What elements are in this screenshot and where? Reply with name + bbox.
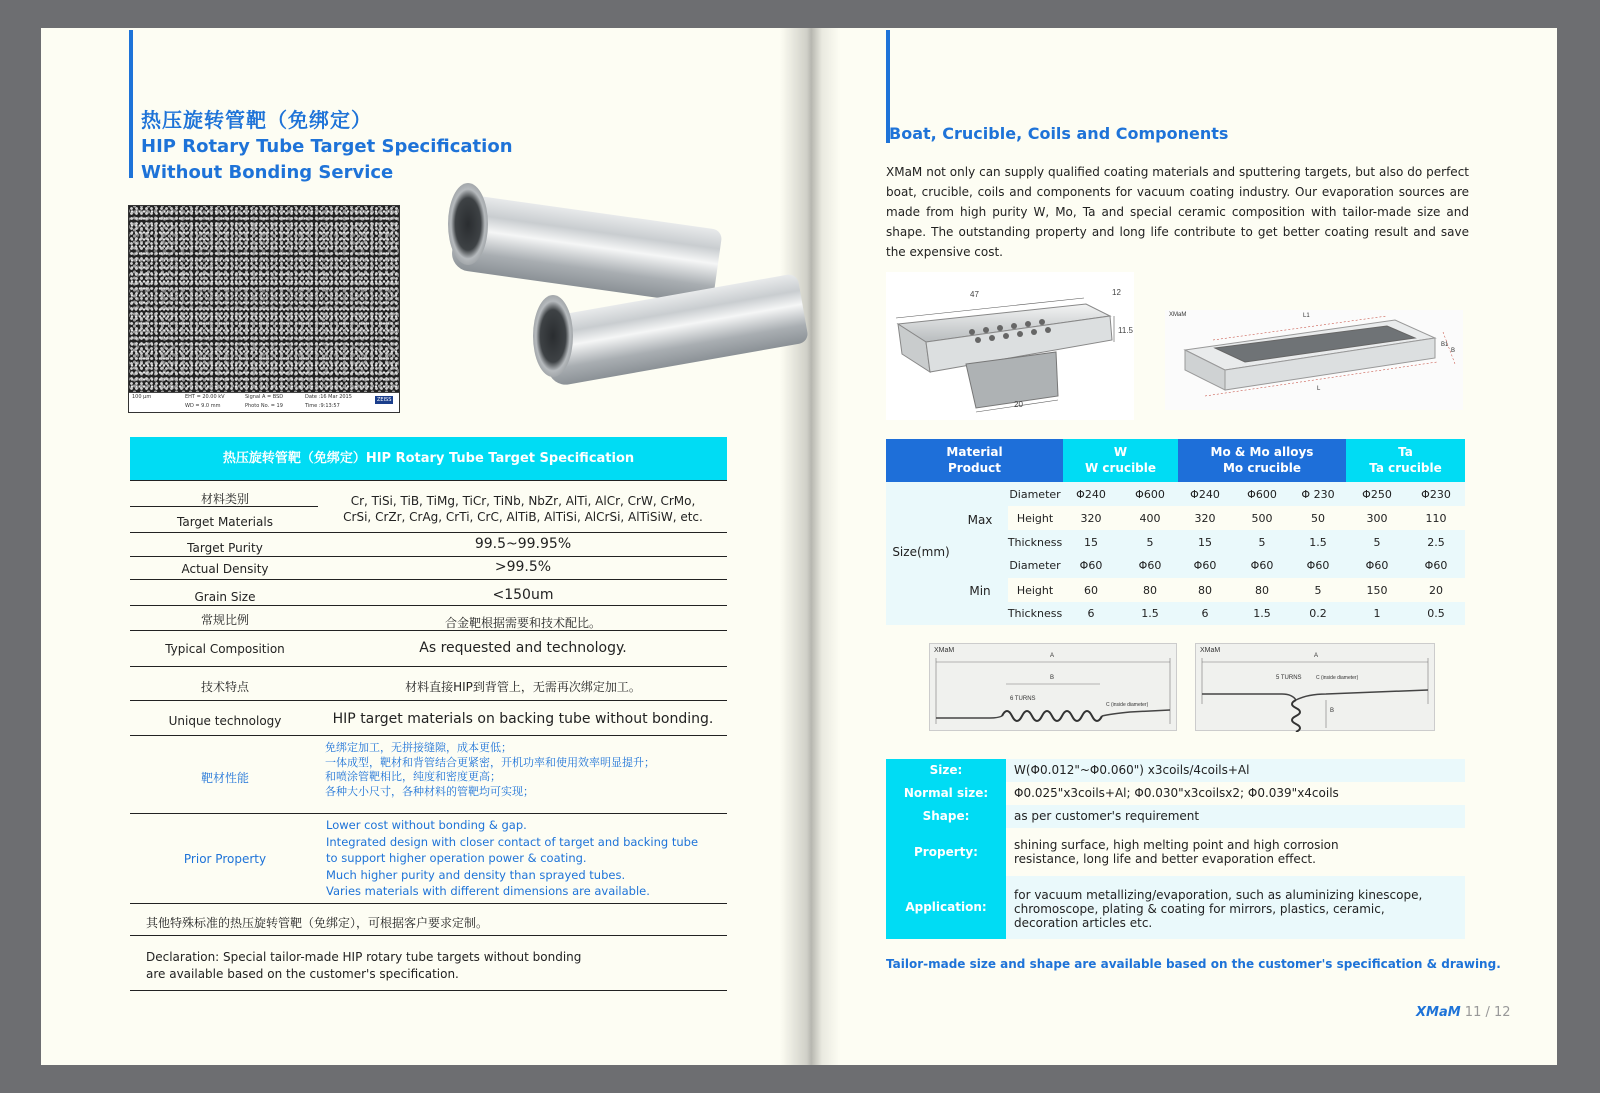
coil-2-dim-a: A	[1314, 653, 1319, 659]
ct-value-cell: 60	[1084, 584, 1098, 597]
ct-value-cell: 150	[1366, 584, 1388, 597]
coil-spec-value-application: for vacuum metallizing/evaporation, such as aluminizing kinescope, chromoscope, plating & coating for mirrors, plastics, ceramic, decoration articles etc.	[1006, 876, 1465, 939]
ct-value-cell: Φ240	[1076, 488, 1106, 501]
ct-value-cell: Φ60	[1306, 559, 1330, 572]
ct-value-cell: Φ240	[1190, 488, 1220, 501]
tailor-made-note: Tailor-made size and shape are available based on the customer's specification & drawing.	[886, 957, 1501, 971]
rule	[130, 630, 727, 631]
coil-spec-label-shape: Shape:	[886, 805, 1006, 828]
prior-property-line: to support higher operation power & coating.	[326, 851, 587, 865]
ct-value-cell: 0.5	[1427, 607, 1445, 620]
ct-header-line: Ta	[1398, 445, 1413, 459]
brand-logo: XMaM	[1416, 1005, 1461, 1020]
row-label-prior-property: Prior Property	[183, 852, 267, 866]
ct-value-cell: 15	[1084, 536, 1098, 549]
rotary-tube-lower-end	[533, 295, 573, 377]
ct-header-line: W crucible	[1084, 461, 1157, 475]
prior-property-lines	[326, 817, 726, 900]
rule	[130, 735, 727, 736]
ct-min-label: Min	[969, 584, 991, 598]
sem-photo: Photo No. = 19	[245, 403, 283, 409]
prior-property-line: Varies materials with different dimensions are available.	[326, 884, 650, 898]
boat-drawing	[886, 272, 1134, 420]
right-title: Boat, Crucible, Coils and Components	[889, 124, 1229, 143]
ct-param-label: Height	[1016, 584, 1054, 597]
ct-value-cell: 5	[1258, 536, 1266, 549]
rule	[130, 666, 727, 667]
sem-micrograph-image	[128, 205, 400, 413]
row-label-grain: Grain Size	[194, 590, 256, 604]
crucible-drawing-logo: XMaM	[1169, 312, 1187, 318]
coil-drawing-5-turns	[1195, 643, 1435, 731]
page-numbers: 11 / 12	[1460, 1005, 1511, 1020]
coil-2-logo: XMaM	[1200, 647, 1221, 654]
rule	[130, 579, 727, 580]
boat-dim-length: 47	[970, 290, 979, 299]
book-spine-shadow	[780, 28, 840, 1065]
ct-header-line: Mo crucible	[1222, 461, 1301, 475]
boat-dim-depth: 20	[1014, 400, 1023, 409]
crucible-dim-l: L	[1317, 386, 1321, 392]
ct-value-cell: 500	[1251, 512, 1273, 525]
row-label-materials-cn: 材料类别	[200, 492, 249, 506]
ct-value-cell: 320	[1080, 512, 1102, 525]
coil-spec-label-normal: Normal size:	[886, 782, 1006, 805]
ct-value-cell: 0.2	[1309, 607, 1327, 620]
row-label-performance-cn: 靶材性能	[200, 771, 249, 785]
ct-header-mo	[1178, 439, 1346, 482]
declaration-line-2: are available based on the customer's specification.	[146, 967, 459, 981]
boat-illustration	[886, 272, 1134, 420]
technology-value-en: HIP target materials on backing tube without bonding.	[332, 711, 714, 727]
ct-header-line: Product	[948, 461, 1001, 475]
ct-value-cell: Φ250	[1362, 488, 1392, 501]
ct-value-cell: Φ60	[1250, 559, 1274, 572]
ct-header-material	[886, 439, 1063, 482]
ct-value-cell: 50	[1311, 512, 1325, 525]
boat-dim-height: 11.5	[1118, 326, 1133, 335]
rule	[130, 935, 727, 936]
ct-value-cell: 20	[1429, 584, 1443, 597]
prior-property-line: Integrated design with closer contact of target and backing tube	[326, 834, 699, 849]
coil-spec-value-size: W(Φ0.012"~Φ0.060") x3coils/4coils+Al	[1006, 759, 1465, 782]
density-value: >99.5%	[494, 559, 552, 575]
ct-param-label: Diameter	[1009, 559, 1061, 572]
coil-2-dim-c: C (inside diameter)	[1316, 675, 1359, 681]
ct-value-cell: 300	[1366, 512, 1388, 525]
ct-value-cell: 1	[1373, 607, 1381, 620]
ct-value-cell: 320	[1194, 512, 1216, 525]
coil-1-logo: XMaM	[934, 647, 955, 654]
ct-value-cell: Φ600	[1247, 488, 1277, 501]
coil-spec-label-property: Property:	[886, 828, 1006, 876]
ct-value-cell: 1.5	[1253, 607, 1271, 620]
ct-param-label: Diameter	[1009, 488, 1061, 501]
ct-header-ta	[1346, 439, 1465, 482]
ct-value-cell: 80	[1143, 584, 1157, 597]
sem-eht: EHT = 20.00 kV	[185, 394, 225, 400]
coil-spec-value-normal: Φ0.025"x3coils+Al; Φ0.030"x3coilsx2; Φ0.039"x4coils	[1006, 782, 1465, 805]
row-label-composition-cn: 常规比例	[200, 613, 249, 627]
ct-value-cell: 2.5	[1427, 536, 1445, 549]
coil-1-dim-a: A	[1050, 653, 1055, 659]
technology-value-cn: 材料直接HIP到背管上，无需再次绑定加工。	[405, 680, 641, 694]
composition-value-cn: 合金靶根据需要和技术配比。	[444, 616, 601, 630]
ct-value-cell: 6	[1201, 607, 1209, 620]
materials-value-2: CrSi, CrZr, CrAg, CrTi, CrC, AlTiB, AlTiSi, AlCrSi, AlTiSiW, etc.	[343, 510, 703, 524]
ct-size-label: Size(mm)	[892, 545, 950, 559]
boat-dim-width: 12	[1112, 288, 1121, 297]
left-title-cn: 热压旋转管靶（免绑定）	[141, 108, 372, 132]
coil-1-dim-b: B	[1050, 675, 1055, 681]
ct-value-cell: 5	[1146, 536, 1154, 549]
ct-param-label: Thickness	[1007, 536, 1063, 549]
rule	[130, 903, 727, 904]
ct-header-line: W	[1113, 445, 1128, 459]
performance-cn-line: 一体成型，靶材和背管结合更紧密，开机功率和使用效率明显提升；	[325, 755, 655, 769]
left-accent-bar	[129, 30, 133, 178]
ct-value-cell: 5	[1314, 584, 1322, 597]
row-label-purity: Target Purity	[187, 541, 263, 555]
coil-1-turns: 6 TURNS	[1010, 696, 1036, 702]
rule	[130, 532, 727, 533]
performance-cn-line: 免绑定加工，无拼接缝隙，成本更低；	[325, 741, 512, 754]
rule	[130, 506, 318, 507]
rule	[130, 480, 727, 481]
ct-value-cell: Φ600	[1135, 488, 1165, 501]
ct-header-line: Mo & Mo alloys	[1210, 445, 1314, 459]
ct-max-label: Max	[967, 513, 993, 527]
declaration-line-1: Declaration: Special tailor-made HIP rotary tube targets without bonding	[146, 950, 582, 964]
crucible-dim-l1: L1	[1303, 313, 1310, 319]
ct-header-line: Ta crucible	[1369, 461, 1442, 475]
coil-spec-value-property: shining surface, high melting point and high corrosion resistance, long life and better evaporation effect.	[1006, 828, 1465, 876]
ct-value-cell: 5	[1373, 536, 1381, 549]
ct-param-label: Height	[1016, 512, 1054, 525]
coil-2-dim-b: B	[1330, 708, 1335, 714]
sem-signal: Signal A = BSD	[245, 394, 284, 400]
custom-note-cn: 其他特殊标准的热压旋转管靶（免绑定），可根据客户要求定制。	[146, 916, 489, 930]
ct-value-cell: Φ60	[1079, 559, 1103, 572]
ct-value-cell: 1.5	[1309, 536, 1327, 549]
crucible-dim-b1: B1	[1441, 342, 1449, 348]
row-label-composition-en: Typical Composition	[165, 642, 285, 656]
ct-value-cell: Φ230	[1421, 488, 1451, 501]
intro-paragraph: XMaM not only can supply qualified coating materials and sputtering targets, but also do perfect boat, crucible, coils and components for vacuum coating industry. Our evaporation sources are made from high purity W, Mo, Ta and special ceramic composition with tailor-made size and shape. The outstanding property and long life contribute to get better coating result and save the expensive cost.	[886, 165, 1469, 259]
zeiss-logo: ZEISS	[377, 397, 392, 403]
ct-value-cell: Φ60	[1424, 559, 1448, 572]
row-label-materials-en: Target Materials	[177, 515, 273, 529]
prior-property-line: Lower cost without bonding & gap.	[326, 818, 527, 832]
coil-spec-value-shape: as per customer's requirement	[1006, 805, 1465, 828]
crucible-illustration	[1165, 310, 1463, 410]
sem-info-bar	[129, 392, 399, 412]
sem-date: Date :16 Mar 2015	[305, 394, 352, 400]
sem-time: Time :9:13:57	[305, 403, 340, 409]
rule	[130, 813, 727, 814]
ct-value-cell: 1.5	[1141, 607, 1159, 620]
page-number	[1416, 1005, 1511, 1020]
purity-value: 99.5~99.95%	[474, 536, 572, 552]
crucible-dim-b: B	[1451, 348, 1456, 354]
ct-header-line: Material	[946, 445, 1003, 459]
coil-spec-label-application: Application:	[886, 876, 1006, 939]
grain-value: <150um	[492, 587, 554, 603]
ct-value-cell: Φ60	[1138, 559, 1162, 572]
performance-cn-line: 和喷涂管靶相比，纯度和密度更高；	[325, 770, 501, 783]
row-label-technology-en: Unique technology	[168, 714, 282, 728]
ct-value-cell: 15	[1198, 536, 1212, 549]
performance-cn-line: 各种大小尺寸，各种材料的管靶均可实现；	[325, 784, 534, 798]
rotary-tube-upper-end	[448, 183, 488, 265]
sem-wd: WD = 9.0 mm	[185, 403, 221, 409]
spec-table-header: 热压旋转管靶（免绑定）HIP Rotary Tube Target Specification	[130, 437, 727, 480]
coil-drawing-6-turns	[929, 643, 1177, 731]
rule	[130, 605, 727, 606]
performance-cn-lines	[325, 741, 735, 799]
sem-scale: 100 μm	[132, 394, 152, 400]
row-label-technology-cn: 技术特点	[200, 680, 249, 694]
rule	[130, 556, 727, 557]
prior-property-line: Much higher purity and density than sprayed tubes.	[326, 867, 626, 882]
ct-value-cell: 400	[1139, 512, 1161, 525]
materials-value-1: Cr, TiSi, TiB, TiMg, TiCr, TiNb, NbZr, AlTi, AlCr, CrW, CrMo,	[350, 494, 696, 508]
rule	[130, 700, 727, 701]
coil-spec-label-size: Size:	[886, 759, 1006, 782]
coil-2-turns: 5 TURNS	[1276, 675, 1302, 681]
ct-value-cell: 80	[1255, 584, 1269, 597]
composition-value-en: As requested and technology.	[419, 640, 627, 656]
ct-value-cell: Φ60	[1193, 559, 1217, 572]
ct-value-cell: 80	[1198, 584, 1212, 597]
crucible-drawing	[1165, 310, 1463, 410]
ct-value-cell: Φ 230	[1301, 488, 1335, 501]
ct-param-label: Thickness	[1007, 607, 1063, 620]
ct-value-cell: Φ60	[1365, 559, 1389, 572]
row-label-density: Actual Density	[181, 562, 269, 576]
rule	[130, 990, 727, 991]
ct-value-cell: 6	[1087, 607, 1095, 620]
ct-value-cell: 110	[1425, 512, 1447, 525]
left-title-en-2: Without Bonding Service	[141, 162, 394, 183]
ct-header-w	[1063, 439, 1178, 482]
left-title-en-1: HIP Rotary Tube Target Specification	[141, 136, 513, 157]
coil-1-dim-c: C (inside diameter)	[1106, 702, 1149, 708]
